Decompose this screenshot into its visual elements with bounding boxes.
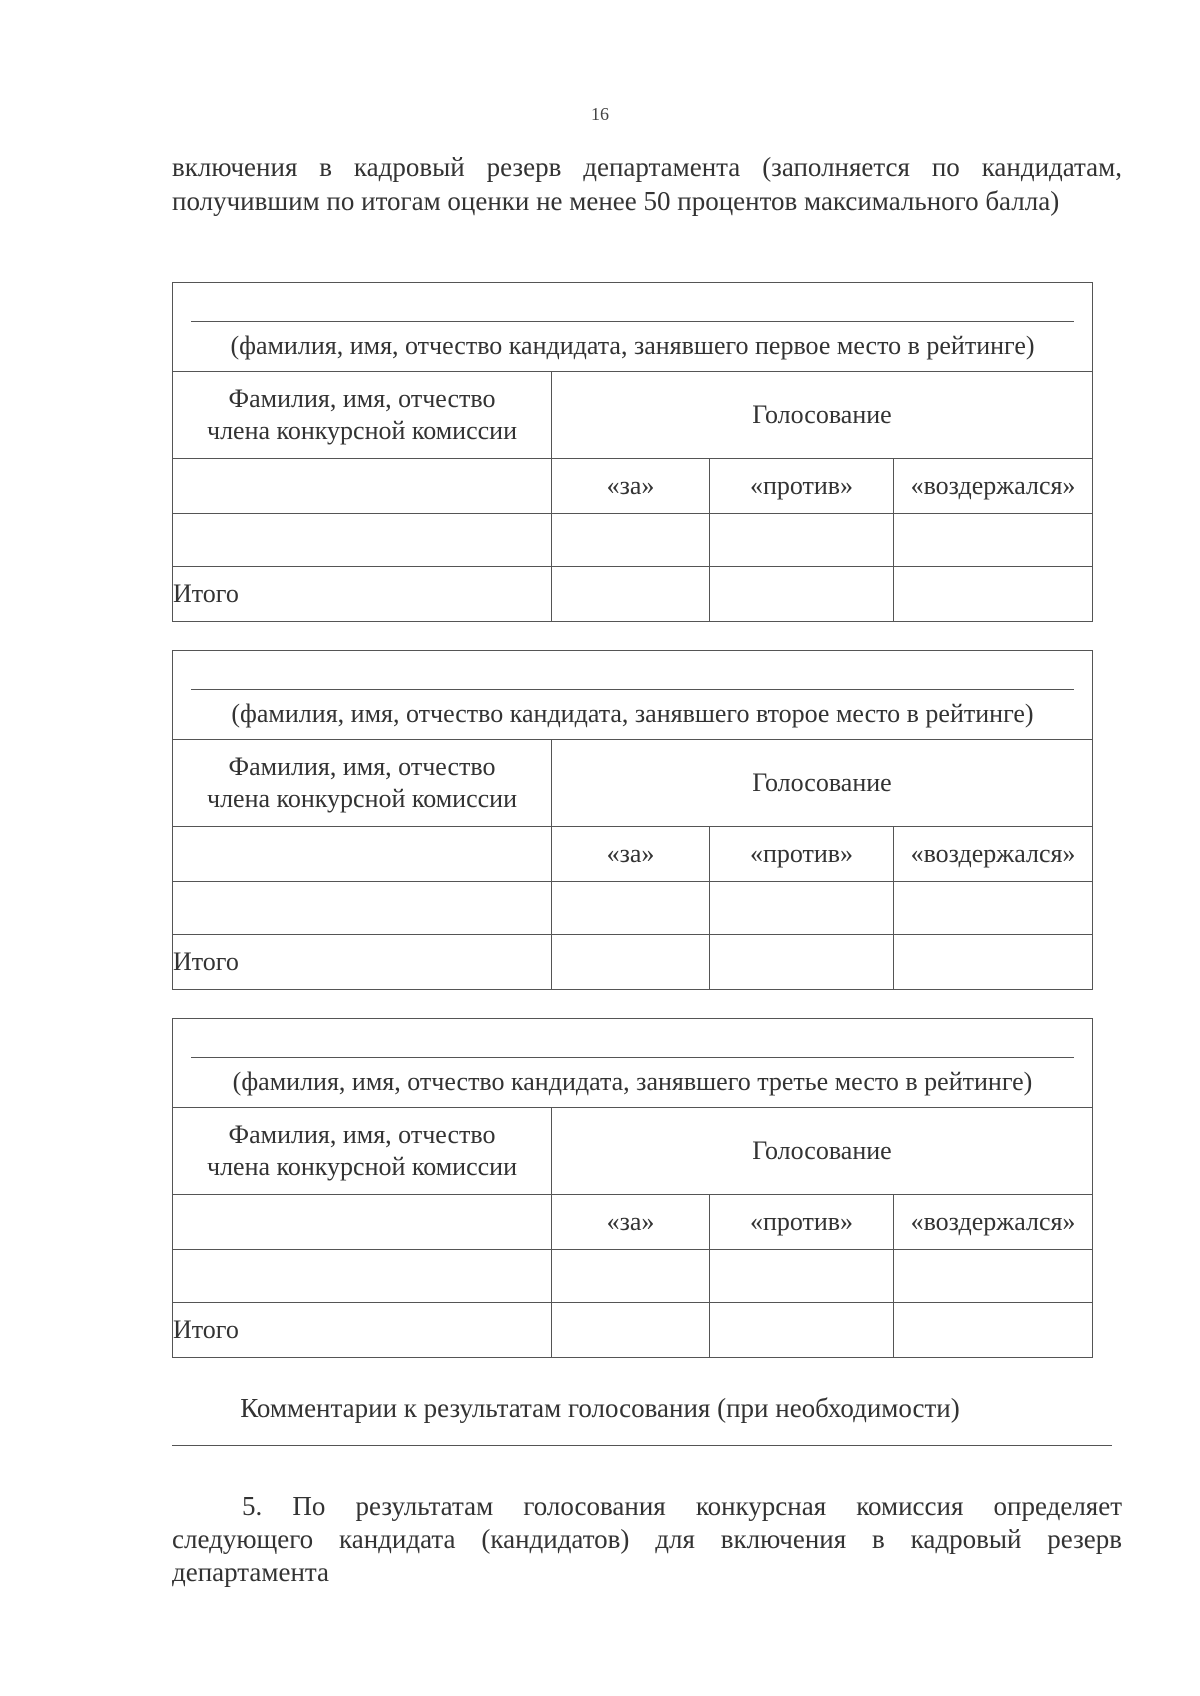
candidate-caption: (фамилия, имя, отчество кандидата, занявшего третье место в рейтинге): [232, 1067, 1033, 1096]
paragraph-line-2: следующего кандидата (кандидатов) для включения в кадровый резерв: [172, 1524, 1122, 1554]
total-against-cell[interactable]: [710, 567, 894, 622]
total-abstained-cell[interactable]: [894, 567, 1093, 622]
intro-line-1: включения в кадровый резерв департамента (заполняется по кандидатам,: [172, 152, 1122, 182]
member-name-cell[interactable]: [173, 882, 552, 935]
total-label: Итого: [173, 1303, 552, 1358]
option-abstained: «воздержался»: [894, 827, 1093, 882]
member-header-line-2: члена конкурсной комиссии: [207, 1152, 517, 1181]
vote-against-cell[interactable]: [710, 514, 894, 567]
total-row: [173, 935, 1093, 990]
voting-table-second-place: [172, 650, 1093, 990]
option-abstained: «воздержался»: [894, 1195, 1093, 1250]
member-header-line-1: Фамилия, имя, отчество: [228, 752, 496, 781]
total-against-cell[interactable]: [710, 1303, 894, 1358]
candidate-name-field[interactable]: [173, 651, 1093, 740]
member-column-header: [173, 372, 552, 459]
candidate-name-field[interactable]: [173, 1019, 1093, 1108]
voting-table-third-place: [172, 1018, 1093, 1358]
total-abstained-cell[interactable]: [894, 935, 1093, 990]
intro-text: [172, 150, 1122, 218]
table-row: [173, 514, 1093, 567]
vote-abstained-cell[interactable]: [894, 882, 1093, 935]
page-number: 16: [591, 104, 609, 124]
vote-for-cell[interactable]: [552, 882, 710, 935]
candidate-name-line: [191, 689, 1074, 690]
option-for: «за»: [552, 459, 710, 514]
candidate-caption: (фамилия, имя, отчество кандидата, занявшего второе место в рейтинге): [231, 699, 1034, 728]
option-against: «против»: [710, 1195, 894, 1250]
total-label: Итого: [173, 935, 552, 990]
member-name-cell[interactable]: [173, 1250, 552, 1303]
option-abstained: «воздержался»: [894, 459, 1093, 514]
total-for-cell[interactable]: [552, 1303, 710, 1358]
vote-for-cell[interactable]: [552, 1250, 710, 1303]
vote-abstained-cell[interactable]: [894, 1250, 1093, 1303]
member-header-line-1: Фамилия, имя, отчество: [228, 1120, 496, 1149]
paragraph-line-1: 5. По результатам голосования конкурсная комиссия определяет: [242, 1491, 1122, 1521]
total-abstained-cell[interactable]: [894, 1303, 1093, 1358]
member-header-line-2: члена конкурсной комиссии: [207, 784, 517, 813]
member-header-line-1: Фамилия, имя, отчество: [228, 384, 496, 413]
member-header-line-2: члена конкурсной комиссии: [207, 416, 517, 445]
table-row: [173, 1250, 1093, 1303]
vote-for-cell[interactable]: [552, 514, 710, 567]
paragraph-5: [172, 1490, 1122, 1589]
total-row: [173, 567, 1093, 622]
total-label: Итого: [173, 567, 552, 622]
member-name-cell[interactable]: [173, 1195, 552, 1250]
option-for: «за»: [552, 1195, 710, 1250]
vote-abstained-cell[interactable]: [894, 514, 1093, 567]
voting-column-header: Голосование: [552, 1108, 1093, 1195]
paragraph-line-3: департамента: [172, 1557, 330, 1587]
voting-column-header: Голосование: [552, 372, 1093, 459]
member-name-cell[interactable]: [173, 514, 552, 567]
voting-column-header: Голосование: [552, 740, 1093, 827]
candidate-caption: (фамилия, имя, отчество кандидата, занявшего первое место в рейтинге): [230, 331, 1035, 360]
candidate-name-field[interactable]: [173, 283, 1093, 372]
total-row: [173, 1303, 1093, 1358]
voting-table-first-place: [172, 282, 1093, 622]
member-name-cell[interactable]: [173, 827, 552, 882]
option-against: «против»: [710, 827, 894, 882]
candidate-name-line: [191, 321, 1074, 322]
total-against-cell[interactable]: [710, 935, 894, 990]
table-row: [173, 882, 1093, 935]
intro-line-2: получившим по итогам оценки не менее 50 процентов максимального балла): [172, 186, 1060, 216]
member-column-header: [173, 1108, 552, 1195]
option-for: «за»: [552, 827, 710, 882]
comments-label: Комментарии к результатам голосования (при необходимости): [240, 1393, 960, 1423]
total-for-cell[interactable]: [552, 935, 710, 990]
candidate-name-line: [191, 1057, 1074, 1058]
vote-against-cell[interactable]: [710, 882, 894, 935]
vote-against-cell[interactable]: [710, 1250, 894, 1303]
option-against: «против»: [710, 459, 894, 514]
comments-input-line[interactable]: [172, 1445, 1112, 1446]
member-name-cell[interactable]: [173, 459, 552, 514]
member-column-header: [173, 740, 552, 827]
total-for-cell[interactable]: [552, 567, 710, 622]
